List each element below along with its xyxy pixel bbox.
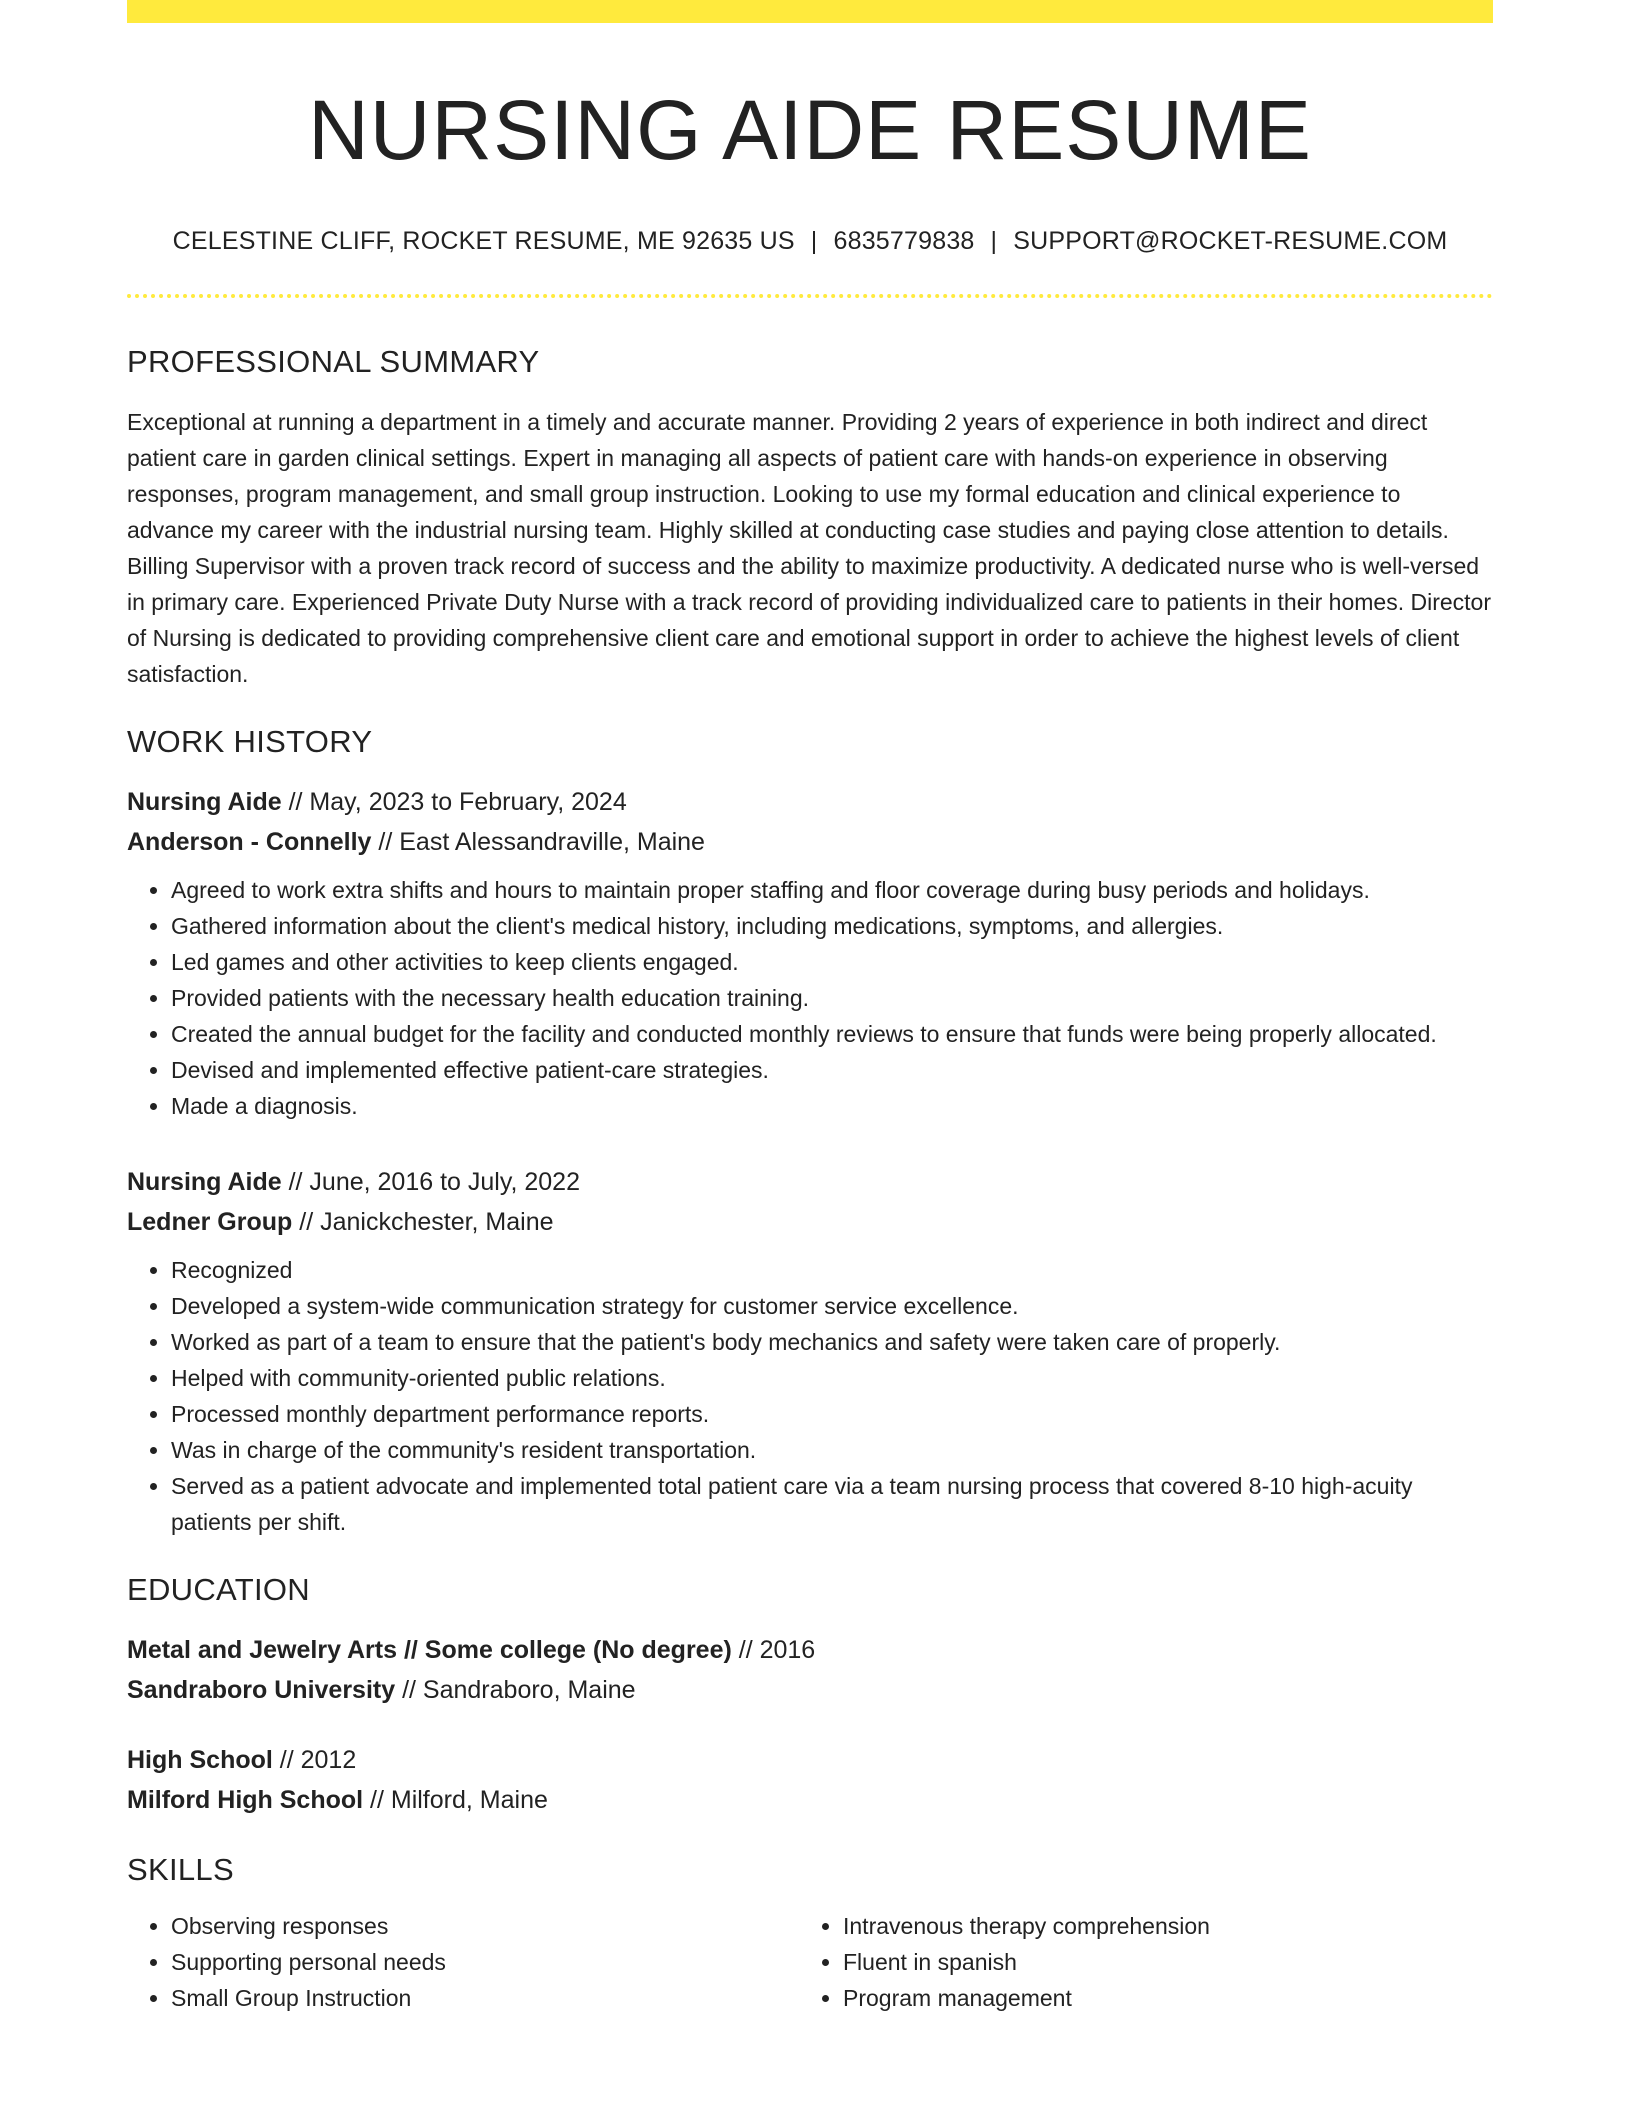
contact-phone: 6835779838 bbox=[833, 227, 975, 255]
skill-item: • Program management bbox=[843, 1980, 1493, 2016]
dotted-divider bbox=[127, 294, 1493, 298]
job-title: Nursing Aide bbox=[127, 788, 282, 816]
list-item: • Served as a patient advocate and implemented total patient care via a team nursing process that covered 8-10 high-acuity patients per shift. bbox=[171, 1468, 1493, 1540]
list-item: • Recognized bbox=[171, 1252, 1493, 1288]
contact-separator: | bbox=[990, 227, 998, 255]
contact-address: CELESTINE CLIFF, ROCKET RESUME, ME 92635 US bbox=[172, 227, 795, 255]
job-location: // Janickchester, Maine bbox=[292, 1208, 554, 1236]
education-school: Sandraboro University bbox=[127, 1676, 396, 1704]
list-item: • Agreed to work extra shifts and hours to maintain proper staffing and floor coverage during busy periods and holidays. bbox=[171, 872, 1493, 908]
job-title-line bbox=[127, 782, 1493, 822]
skill-item: • Intravenous therapy comprehension bbox=[843, 1908, 1493, 1944]
skills-list-left bbox=[127, 1908, 799, 2016]
education-heading: EDUCATION bbox=[127, 1572, 310, 1607]
list-item: • Developed a system-wide communication strategy for customer service excellence. bbox=[171, 1288, 1493, 1324]
education-degree-line bbox=[127, 1740, 1493, 1780]
resume-page bbox=[127, 0, 1493, 2016]
job-bullets bbox=[127, 872, 1493, 1124]
work-history-heading: WORK HISTORY bbox=[127, 724, 373, 759]
list-item: • Provided patients with the necessary health education training. bbox=[171, 980, 1493, 1016]
list-item: • Devised and implemented effective patient-care strategies. bbox=[171, 1052, 1493, 1088]
job-company-line bbox=[127, 822, 1493, 862]
summary-heading: PROFESSIONAL SUMMARY bbox=[127, 344, 540, 379]
job-company: Anderson - Connelly bbox=[127, 828, 372, 856]
job-title: Nursing Aide bbox=[127, 1168, 282, 1196]
job-company: Ledner Group bbox=[127, 1208, 293, 1236]
list-item: • Led games and other activities to keep clients engaged. bbox=[171, 944, 1493, 980]
skill-item: • Supporting personal needs bbox=[171, 1944, 799, 1980]
contact-line bbox=[127, 224, 1493, 258]
resume-title: NURSING AIDE RESUME bbox=[308, 83, 1312, 177]
education-degree-line bbox=[127, 1630, 1493, 1670]
education-degree: Metal and Jewelry Arts // Some college (No degree) bbox=[127, 1636, 732, 1664]
job-entry bbox=[127, 1162, 1493, 1540]
job-entry bbox=[127, 782, 1493, 1124]
education-entry bbox=[127, 1630, 1493, 1710]
job-bullets bbox=[127, 1252, 1493, 1540]
education-degree: High School bbox=[127, 1746, 273, 1774]
job-location: // East Alessandraville, Maine bbox=[371, 828, 705, 856]
education-year: // 2012 bbox=[272, 1746, 357, 1774]
skill-item: • Small Group Instruction bbox=[171, 1980, 799, 2016]
list-item: • Created the annual budget for the facility and conducted monthly reviews to ensure that funds were being properly allocated. bbox=[171, 1016, 1493, 1052]
contact-email: SUPPORT@ROCKET-RESUME.COM bbox=[1013, 227, 1448, 255]
list-item: • Worked as part of a team to ensure that the patient's body mechanics and safety were taken care of properly. bbox=[171, 1324, 1493, 1360]
contact-separator: | bbox=[810, 227, 818, 255]
education-year: // 2016 bbox=[731, 1636, 816, 1664]
job-dates: // May, 2023 to February, 2024 bbox=[281, 788, 627, 816]
education-location: // Milford, Maine bbox=[363, 1786, 548, 1814]
list-item: • Made a diagnosis. bbox=[171, 1088, 1493, 1124]
job-title-line bbox=[127, 1162, 1493, 1202]
education-school-line bbox=[127, 1780, 1493, 1820]
job-company-line bbox=[127, 1202, 1493, 1242]
job-dates: // June, 2016 to July, 2022 bbox=[281, 1168, 580, 1196]
list-item: • Helped with community-oriented public relations. bbox=[171, 1360, 1493, 1396]
education-school-line bbox=[127, 1670, 1493, 1710]
list-item: • Gathered information about the client's medical history, including medications, symptoms, and allergies. bbox=[171, 908, 1493, 944]
accent-bar bbox=[127, 0, 1493, 23]
education-location: // Sandraboro, Maine bbox=[395, 1676, 636, 1704]
skills-list-right bbox=[799, 1908, 1493, 2016]
skills-columns bbox=[127, 1908, 1493, 2016]
skill-item: • Observing responses bbox=[171, 1908, 799, 1944]
education-entry bbox=[127, 1740, 1493, 1820]
list-item: • Was in charge of the community's resident transportation. bbox=[171, 1432, 1493, 1468]
skills-heading: SKILLS bbox=[127, 1852, 234, 1887]
list-item: • Processed monthly department performance reports. bbox=[171, 1396, 1493, 1432]
skill-item: • Fluent in spanish bbox=[843, 1944, 1493, 1980]
education-school: Milford High School bbox=[127, 1786, 364, 1814]
summary-text: Exceptional at running a department in a timely and accurate manner. Providing 2 years of experience in both indirect and direct patient care in garden clinical settings. Expert in managing all aspects of patient care with hands-on experience in observing responses, program management, and small group instruction. Looking to use my formal education and clinical experience to advance my career with the industrial nursing team. Highly skilled at conducting case studies and paying close attention to details. Billing Supervisor with a proven track record of success and the ability to maximize productivity. A dedicated nurse who is well-versed in primary care. Experienced Private Duty Nurse with a track record of providing individualized care to patients in their homes. Director of Nursing is dedicated to providing comprehensive client care and emotional support in order to achieve the highest levels of client satisfaction. bbox=[127, 409, 1491, 687]
